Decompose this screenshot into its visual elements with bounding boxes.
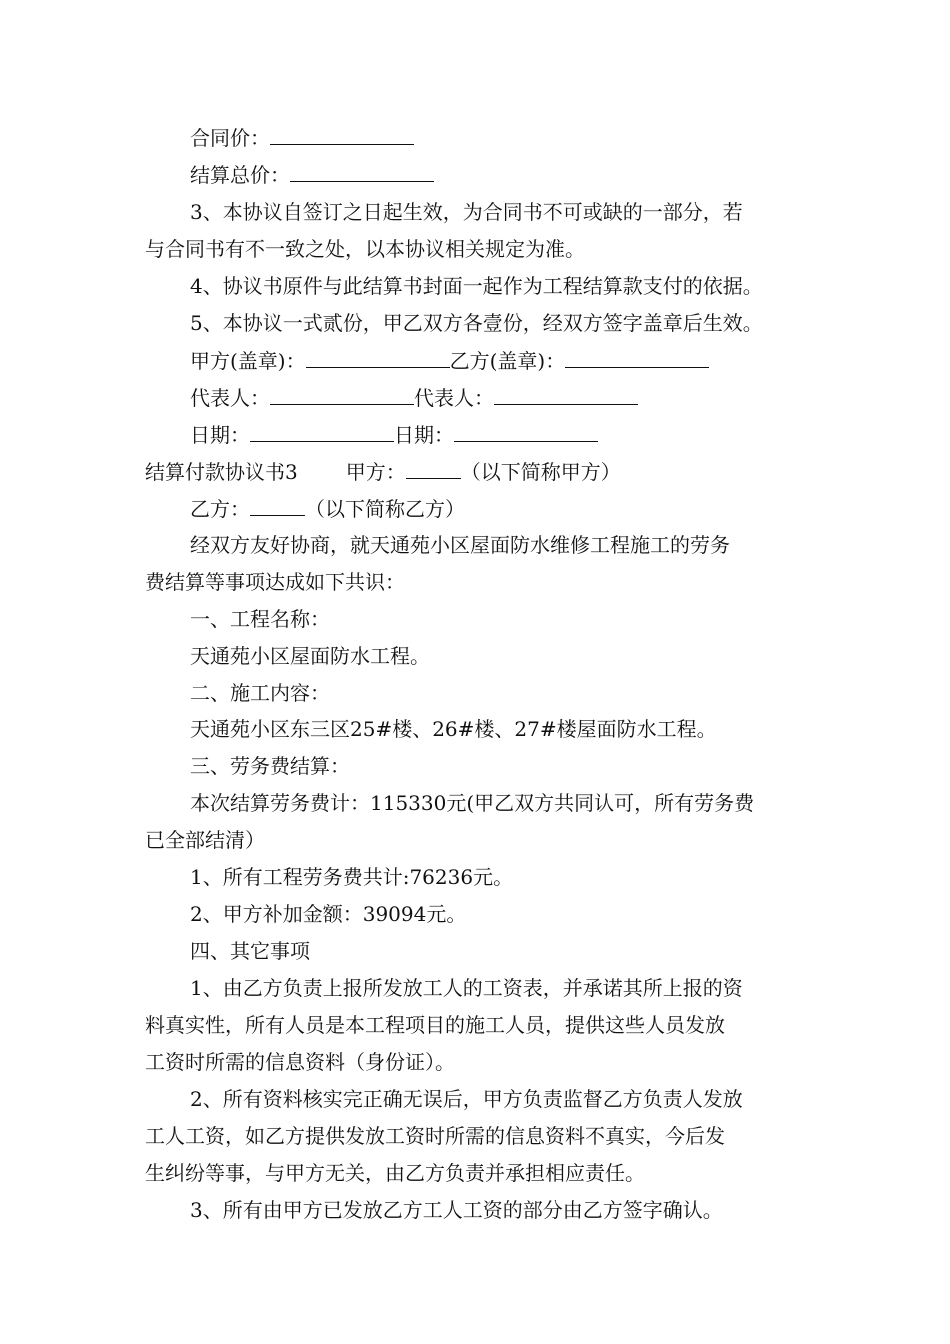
date-b-label: 日期： — [394, 423, 454, 447]
section3-title: 三、劳务费结算： — [190, 754, 350, 778]
clause5-line: 5、本协议一式贰份，甲乙双方各壹份，经双方签字盖章后生效。 — [190, 311, 763, 335]
total-settlement-label: 结算总价： — [190, 163, 290, 187]
total-settlement-blank — [290, 161, 434, 182]
section2-title: 二、施工内容： — [190, 681, 330, 705]
section4-item2-c: 生纠纷等事，与甲方无关，由乙方负责并承担相应责任。 — [145, 1161, 645, 1185]
representative-line — [0, 384, 950, 411]
section4-title: 四、其它事项 — [190, 939, 310, 963]
section1-body: 天通苑小区屋面防水工程。 — [190, 644, 430, 668]
contract-price-blank — [270, 124, 414, 145]
clause3-line-a: 3、本协议自签订之日起生效，为合同书不可或缺的一部分，若 — [190, 200, 743, 224]
section4-item1-c: 工资时所需的信息资料（身份证）。 — [145, 1050, 455, 1074]
section1-title: 一、工程名称： — [190, 607, 330, 631]
clause3-line-b: 与合同书有不一致之处，以本协议相关规定为准。 — [145, 237, 585, 261]
intro-line-a: 经双方友好协商，就天通苑小区屋面防水维修工程施工的劳务 — [190, 533, 730, 557]
date-line — [0, 421, 950, 448]
section3-body-a: 本次结算劳务费计：115330元(甲乙双方共同认可，所有劳务费 — [190, 791, 755, 815]
title3-heading: 结算付款协议书3 — [145, 460, 298, 484]
title3-line — [0, 458, 950, 485]
section4-item2-b: 工人工资，如乙方提供发放工资时所需的信息资料不真实，今后发 — [145, 1124, 725, 1148]
seal-line — [0, 347, 950, 374]
party-b-seal-blank — [565, 347, 709, 368]
party-a-seal-label: 甲方(盖章)： — [190, 349, 306, 373]
date-a-blank — [250, 421, 394, 442]
section4-item1-a: 1、由乙方负责上报所发放工人的工资表，并承诺其所上报的资 — [190, 976, 743, 1000]
rep-a-label: 代表人： — [190, 386, 270, 410]
section4-item1-b: 料真实性，所有人员是本工程项目的施工人员，提供这些人员发放 — [145, 1013, 725, 1037]
contract-price-line — [0, 124, 950, 151]
section2-body: 天通苑小区东三区25#楼、26#楼、27#楼屋面防水工程。 — [190, 717, 717, 741]
section3-item2: 2、甲方补加金额：39094元。 — [190, 902, 467, 926]
section3-body-b: 已全部结清） — [145, 828, 265, 852]
section3-item1: 1、所有工程劳务费共计:76236元。 — [190, 865, 514, 889]
party-b-suffix: （以下简称乙方） — [305, 497, 465, 521]
clause4-line: 4、协议书原件与此结算书封面一起作为工程结算款支付的依据。 — [190, 274, 763, 298]
rep-a-blank — [270, 384, 414, 405]
party-a-blank — [406, 458, 461, 479]
contract-price-label: 合同价： — [190, 126, 270, 150]
party-a-suffix: （以下简称甲方） — [460, 460, 621, 484]
party-b-seal-label: 乙方(盖章)： — [449, 349, 566, 373]
rep-b-label: 代表人： — [414, 386, 494, 410]
party-a-seal-blank — [306, 347, 450, 368]
section4-item2-a: 2、所有资料核实完正确无误后，甲方负责监督乙方负责人发放 — [190, 1087, 743, 1111]
party-b-label: 乙方： — [190, 497, 250, 521]
intro-line-b: 费结算等事项达成如下共识： — [145, 570, 405, 594]
party-a-label: 甲方： — [345, 460, 406, 484]
total-settlement-line — [0, 161, 950, 188]
date-a-label: 日期： — [190, 423, 250, 447]
section4-item3: 3、所有由甲方已发放乙方工人工资的部分由乙方签字确认。 — [190, 1198, 723, 1222]
rep-b-blank — [494, 384, 638, 405]
party-b-blank — [250, 495, 305, 516]
date-b-blank — [454, 421, 598, 442]
party-b-line — [0, 495, 950, 522]
